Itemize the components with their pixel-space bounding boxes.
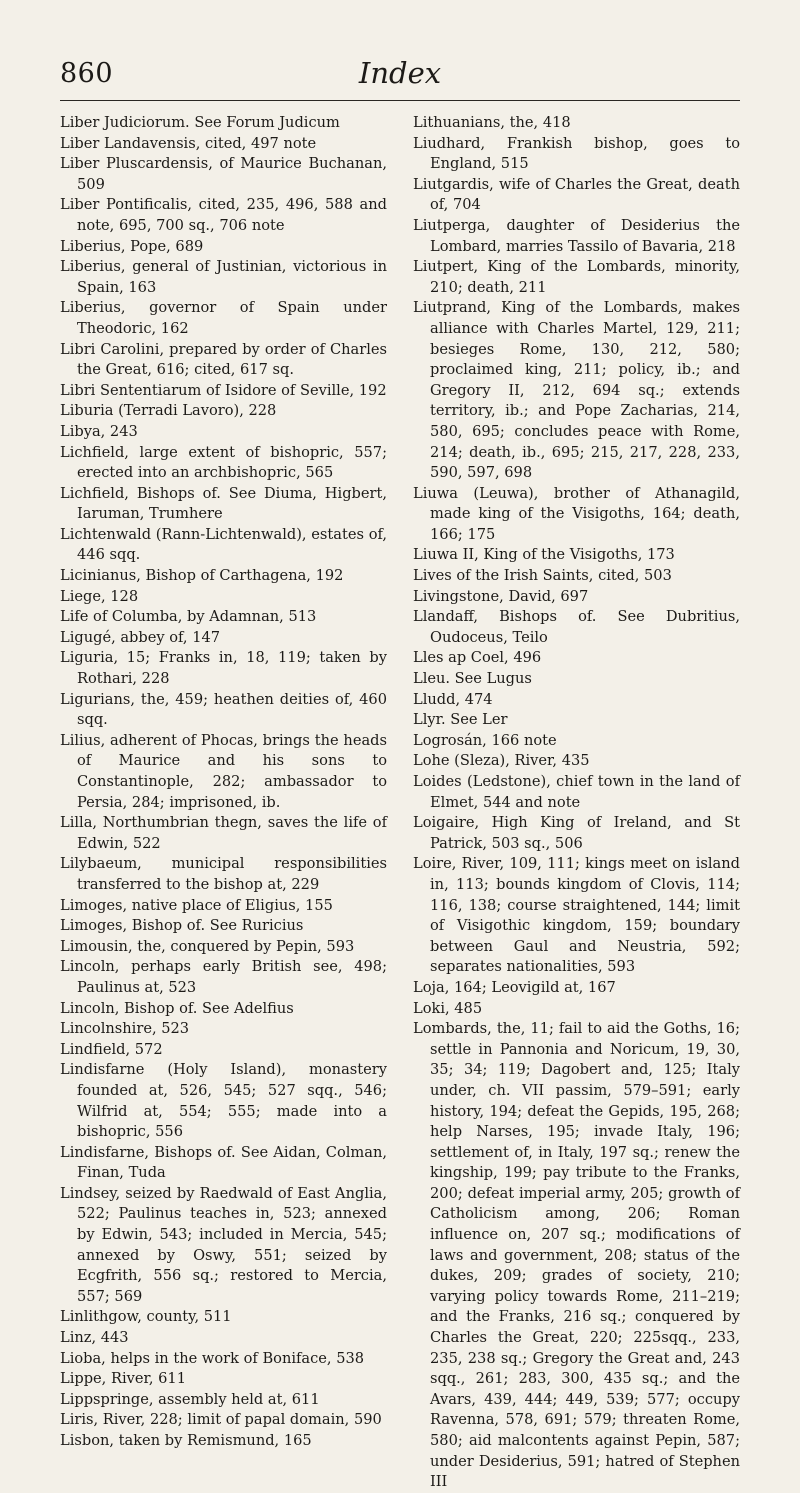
index-entry: Lindisfarne, Bishops of. See Aidan, Colman, Finan, Tuda xyxy=(60,1143,387,1182)
index-entry: Liudhard, Frankish bishop, goes to England, 515 xyxy=(413,134,740,173)
index-entry: Libri Carolini, prepared by order of Charles the Great, 616; cited, 617 sq. xyxy=(60,340,387,379)
index-entry: Lithuanians, the, 418 xyxy=(413,114,571,131)
index-entry: Libri Sententiarum of Isidore of Seville, 192 xyxy=(60,381,387,399)
index-entry: Ligugé, abbey of, 147 xyxy=(60,628,221,646)
index-entry: Logrosán, 166 note xyxy=(413,731,557,749)
index-entry: Liutperga, daughter of Desiderius the Lombard, marries Tassilo of Bavaria, 218 xyxy=(413,216,740,255)
index-entry: Lombards, the, 11; fail to aid the Goths, 16; settle in Pannonia and Noricum, 19, 30, 35; 34; 119; Dagobert and, 125; Italy under, ch. VII passim, 579–591; early history, 194; defeat the Gepids, 195, 268; help Narses, 195; invade Italy, 196; settlement of, in Italy, 197 sq.; renew the kingship, 199; pay tribute to the Franks, 200; defeat imperial army, 205; growth of Catholicism among, 206; Roman influence on, 207 sq.; modifications of laws and government, 208; status of the dukes, 209; grades of society, 210; varying policy towards Rome, 211–219; and the Franks, 216 sq.; conquered by Charles the Great, 220; 225sqq., 233, 235, 238 sq.; Gregory the Great and, 243 sqq., 261; 283, 300, 435 sq.; and the Avars, 439, 444; 449, 539; 577; occupy Ravenna, 578, 691; 579; threaten Rome, 580; aid malcontents against Pepin, 587; under Desiderius, 591; hatred of Stephen III xyxy=(413,1020,740,1491)
index-entry: Liber Pontificalis, cited, 235, 496, 588 and note, 695, 700 sq., 706 note xyxy=(60,196,387,234)
page-number: 860 xyxy=(60,58,114,89)
index-entry: Livingstone, David, 697 xyxy=(413,587,589,605)
index-entry: Life of Columba, by Adamnan, 513 xyxy=(60,608,317,626)
index-entry: Lilybaeum, municipal responsibilities transferred to the bishop at, 229 xyxy=(60,855,387,893)
index-entry: Libya, 243 xyxy=(60,422,138,440)
index-entry: Liburia (Terradi Lavoro), 228 xyxy=(60,402,277,420)
index-entry: Lincolnshire, 523 xyxy=(60,1020,190,1038)
index-entry: Liber Judiciorum. See Forum Judicum xyxy=(60,114,340,131)
index-entry: Lilius, adherent of Phocas, brings the heads of Maurice and his sons to Constantinople, 282; ambassador to Persia, 284; imprisoned, ib. xyxy=(60,731,387,811)
index-entry: Limoges, native place of Eligius, 155 xyxy=(60,896,333,914)
left-column xyxy=(60,113,387,1452)
index-entry: Lohe (Sleza), River, 435 xyxy=(413,752,590,770)
index-entry: Liutpert, King of the Lombards, minority, 210; death, 211 xyxy=(413,258,740,296)
index-entry: Lincoln, perhaps early British see, 498; Paulinus at, 523 xyxy=(60,958,387,996)
index-entry: Liutgardis, wife of Charles the Great, death of, 704 xyxy=(413,175,740,214)
index-entry: Lludd, 474 xyxy=(413,690,493,708)
index-entry: Licinianus, Bishop of Carthagena, 192 xyxy=(60,567,344,585)
index-entry: Lippe, River, 611 xyxy=(60,1370,186,1388)
index-entry: Liege, 128 xyxy=(60,587,139,605)
index-entry: Lives of the Irish Saints, cited, 503 xyxy=(413,567,672,585)
index-entry: Lincoln, Bishop of. See Adelfius xyxy=(60,999,294,1017)
page-title: Index xyxy=(358,56,442,90)
index-entry: Liuwa II, King of the Visigoths, 173 xyxy=(413,546,675,564)
index-entry: Loki, 485 xyxy=(413,999,483,1017)
index-entry: Lioba, helps in the work of Boniface, 538 xyxy=(60,1349,365,1367)
index-entry: Llandaff, Bishops of. See Dubritius, Oudoceus, Teilo xyxy=(413,608,740,646)
index-entry: Lles ap Coel, 496 xyxy=(413,649,542,667)
index-entry: Lichfield, Bishops of. See Diuma, Higbert, Iaruman, Trumhere xyxy=(60,484,387,523)
index-entry: Loja, 164; Leovigild at, 167 xyxy=(413,978,616,996)
index-entry: Lindsey, seized by Raedwald of East Anglia, 522; Paulinus teaches in, 523; annexed by Edwin, 543; included in Mercia, 545; annexed by Oswy, 551; seized by Ecgfrith, 556 sq.; restored to Mercia, 557; 569 xyxy=(60,1184,387,1305)
index-entry: Liuwa (Leuwa), brother of Athanagild, made king of the Visigoths, 164; death, 166; 175 xyxy=(413,484,740,543)
index-entry: Lisbon, taken by Remismund, 165 xyxy=(60,1432,312,1449)
index-entry: Liberius, Pope, 689 xyxy=(60,237,204,255)
index-entry: Lichtenwald (Rann-Lichtenwald), estates of, 446 sqq. xyxy=(60,525,387,564)
index-entry: Liguria, 15; Franks in, 18, 119; taken by Rothari, 228 xyxy=(60,649,387,688)
index-entry: Lindfield, 572 xyxy=(60,1040,163,1058)
index-entry: Liberius, general of Justinian, victorious in Spain, 163 xyxy=(60,258,387,296)
index-entry: Loigaire, High King of Ireland, and St Patrick, 503 sq., 506 xyxy=(413,814,740,852)
index-entry: Liber Landavensis, cited, 497 note xyxy=(60,134,317,152)
index-entry: Liutprand, King of the Lombards, makes alliance with Charles Martel, 129, 211; besieges Rome, 130, 212, 580; proclaimed king, 211; policy, ib.; and Gregory II, 212, 694 sq.; extends territory, ib.; and Pope Zacharias, 214, 580, 695; concludes peace with Rome, 214; death, ib., 695; 215, 217, 228, 233, 590, 597, 698 xyxy=(413,299,740,482)
index-entry: Loides (Ledstone), chief town in the land of Elmet, 544 and note xyxy=(413,773,740,811)
right-column xyxy=(413,113,740,1493)
index-entry: Limousin, the, conquered by Pepin, 593 xyxy=(60,937,355,955)
index-entry: Linz, 443 xyxy=(60,1329,129,1347)
index-entry: Liberius, governor of Spain under Theodoric, 162 xyxy=(60,299,387,337)
index-entry: Lichfield, large extent of bishopric, 557; erected into an archbishopric, 565 xyxy=(60,443,387,482)
index-entry: Lleu. See Lugus xyxy=(413,670,532,688)
index-entry: Liber Pluscardensis, of Maurice Buchanan, 509 xyxy=(60,155,387,193)
index-entry: Loire, River, 109, 111; kings meet on island in, 113; bounds kingdom of Clovis, 114; 116, 138; course straightened, 144; limit of Visigothic kingdom, 159; boundary between Gaul and Neustria, 592; separates nationalities, 593 xyxy=(413,855,740,976)
index-entry: Linlithgow, county, 511 xyxy=(60,1308,232,1326)
index-entry: Liris, River, 228; limit of papal domain, 590 xyxy=(60,1411,382,1429)
index-entry: Ligurians, the, 459; heathen deities of, 460 sqq. xyxy=(60,690,387,729)
index-entry: Limoges, Bishop of. See Ruricius xyxy=(60,917,304,935)
header-rule xyxy=(60,100,740,101)
index-entry: Lippspringe, assembly held at, 611 xyxy=(60,1390,320,1408)
index-entry: Lilla, Northumbrian thegn, saves the life of Edwin, 522 xyxy=(60,814,387,852)
index-entry: Llyr. See Ler xyxy=(413,711,508,729)
index-entry: Lindisfarne (Holy Island), monastery founded at, 526, 545; 527 sqq., 546; Wilfrid at, 554; 555; made into a bishopric, 556 xyxy=(60,1061,387,1141)
